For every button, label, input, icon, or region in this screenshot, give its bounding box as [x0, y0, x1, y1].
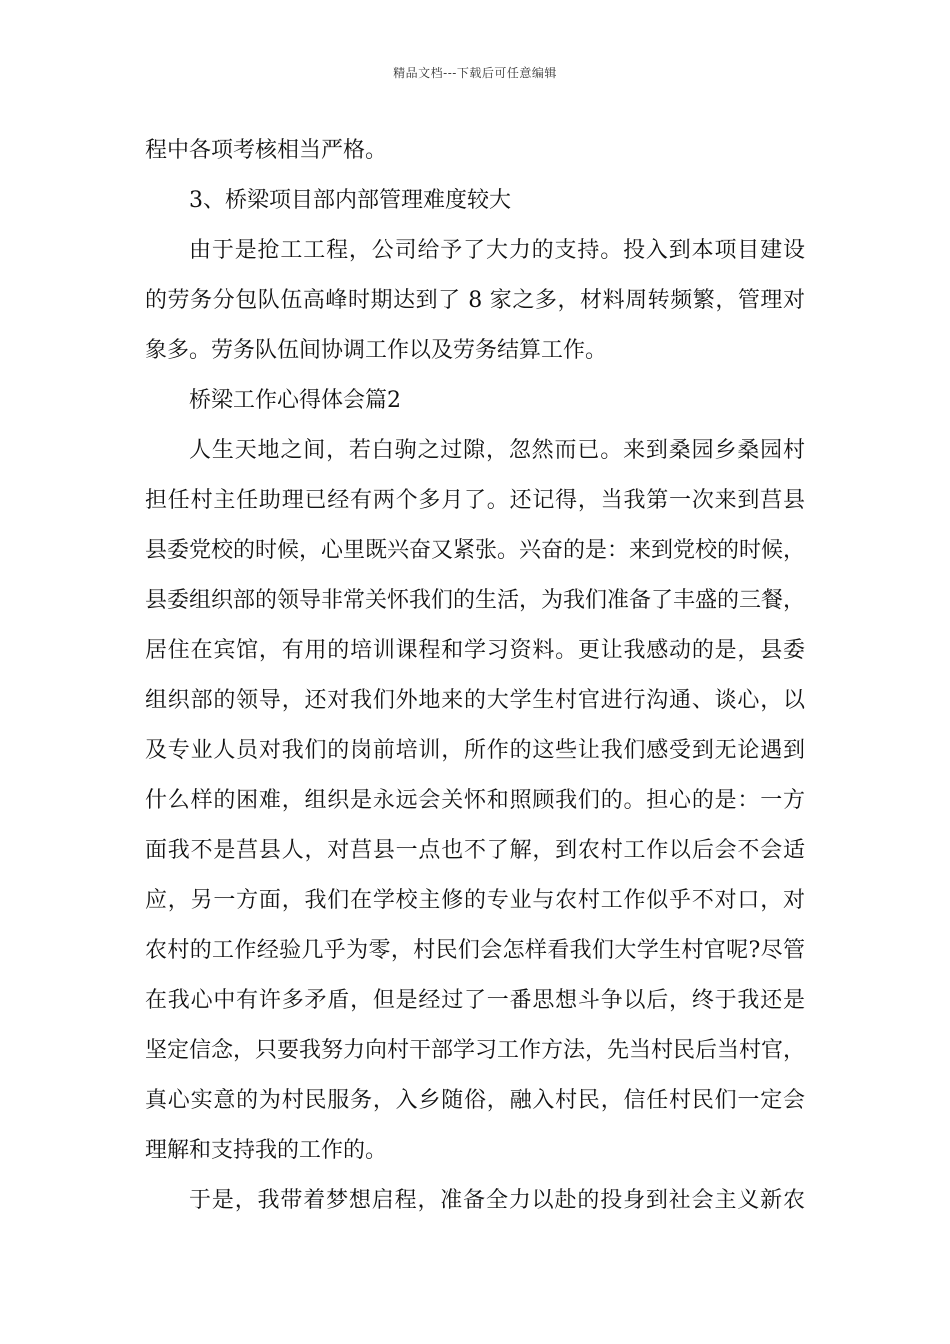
text-line: 什么样的困难，组织是永远会关怀和照顾我们的。担心的是：一方: [145, 788, 805, 813]
text-line: 在我心中有许多矛盾，但是经过了一番思想斗争以后，终于我还是: [145, 988, 805, 1013]
text-line: 组织部的领导，还对我们外地来的大学生村官进行沟通、谈心，以: [145, 688, 805, 713]
text-line: 担任村主任助理已经有两个多月了。还记得，当我第一次来到莒县: [145, 488, 805, 513]
text-line: 县委组织部的领导非常关怀我们的生活，为我们准备了丰盛的三餐，: [145, 588, 805, 613]
text-line: 坚定信念，只要我努力向村干部学习工作方法，先当村民后当村官，: [145, 1038, 805, 1063]
text-line: 象多。劳务队伍间协调工作以及劳务结算工作。: [145, 338, 608, 363]
text-line: 农村的工作经验几乎为零，村民们会怎样看我们大学生村官呢?尽管: [145, 938, 805, 963]
text-line: 3、桥梁项目部内部管理难度较大: [189, 188, 511, 213]
text-line: 真心实意的为村民服务，入乡随俗，融入村民，信任村民们一定会: [145, 1088, 805, 1113]
text-line: 县委党校的时候，心里既兴奋又紧张。兴奋的是：来到党校的时候，: [145, 538, 805, 563]
text-line: 人生天地之间，若白驹之过隙，忽然而已。来到桑园乡桑园村: [189, 438, 805, 463]
text-line: 桥梁工作心得体会篇2: [189, 388, 401, 413]
text-line: 于是，我带着梦想启程，准备全力以赴的投身到社会主义新农: [189, 1188, 805, 1213]
page-header: 精品文档---下载后可任意编辑: [393, 66, 557, 80]
document-body: [145, 126, 805, 1226]
text-line: 程中各项考核相当严格。: [145, 138, 388, 163]
text-line: 的劳务分包队伍高峰时期达到了 8 家之多，材料周转频繁，管理对: [145, 288, 805, 313]
text-line: 由于是抢工工程，公司给予了大力的支持。投入到本项目建设: [189, 238, 805, 263]
text-line: 及专业人员对我们的岗前培训，所作的这些让我们感受到无论遇到: [145, 738, 805, 763]
text-line: 理解和支持我的工作的。: [145, 1138, 388, 1163]
text-line: 应，另一方面，我们在学校主修的专业与农村工作似乎不对口，对: [145, 888, 805, 913]
text-line: 面我不是莒县人，对莒县一点也不了解，到农村工作以后会不会适: [145, 838, 805, 863]
text-line: 居住在宾馆，有用的培训课程和学习资料。更让我感动的是，县委: [145, 638, 805, 663]
